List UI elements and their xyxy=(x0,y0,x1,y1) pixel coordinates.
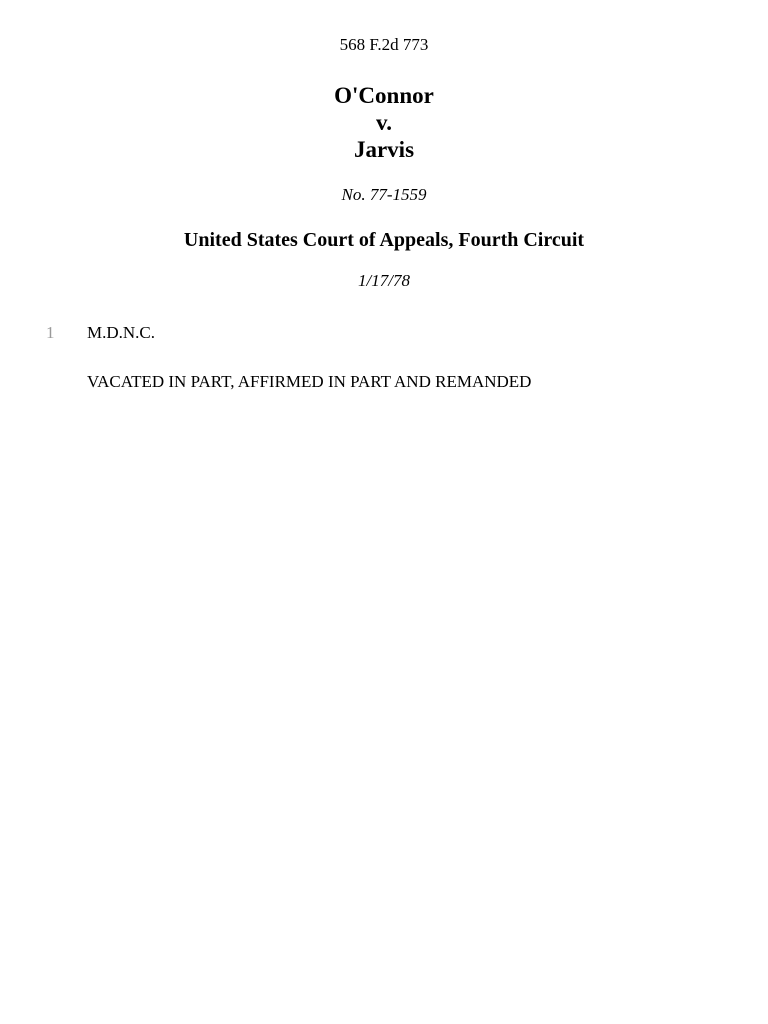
party-one: O'Connor xyxy=(334,83,434,108)
paragraph-text: M.D.N.C. xyxy=(87,323,156,342)
paragraph-number: 1 xyxy=(46,323,55,342)
docket-number: No. 77-1559 xyxy=(341,185,427,204)
case-caption xyxy=(0,82,768,163)
party-two: Jarvis xyxy=(353,137,415,162)
disposition-text: VACATED IN PART, AFFIRMED IN PART AND REMANDED xyxy=(87,372,532,391)
reporter-citation: 568 F.2d 773 xyxy=(339,35,429,54)
court-name: United States Court of Appeals, Fourth Circuit xyxy=(183,229,585,251)
decision-date: 1/17/78 xyxy=(358,271,410,290)
versus-label: v. xyxy=(376,110,392,135)
